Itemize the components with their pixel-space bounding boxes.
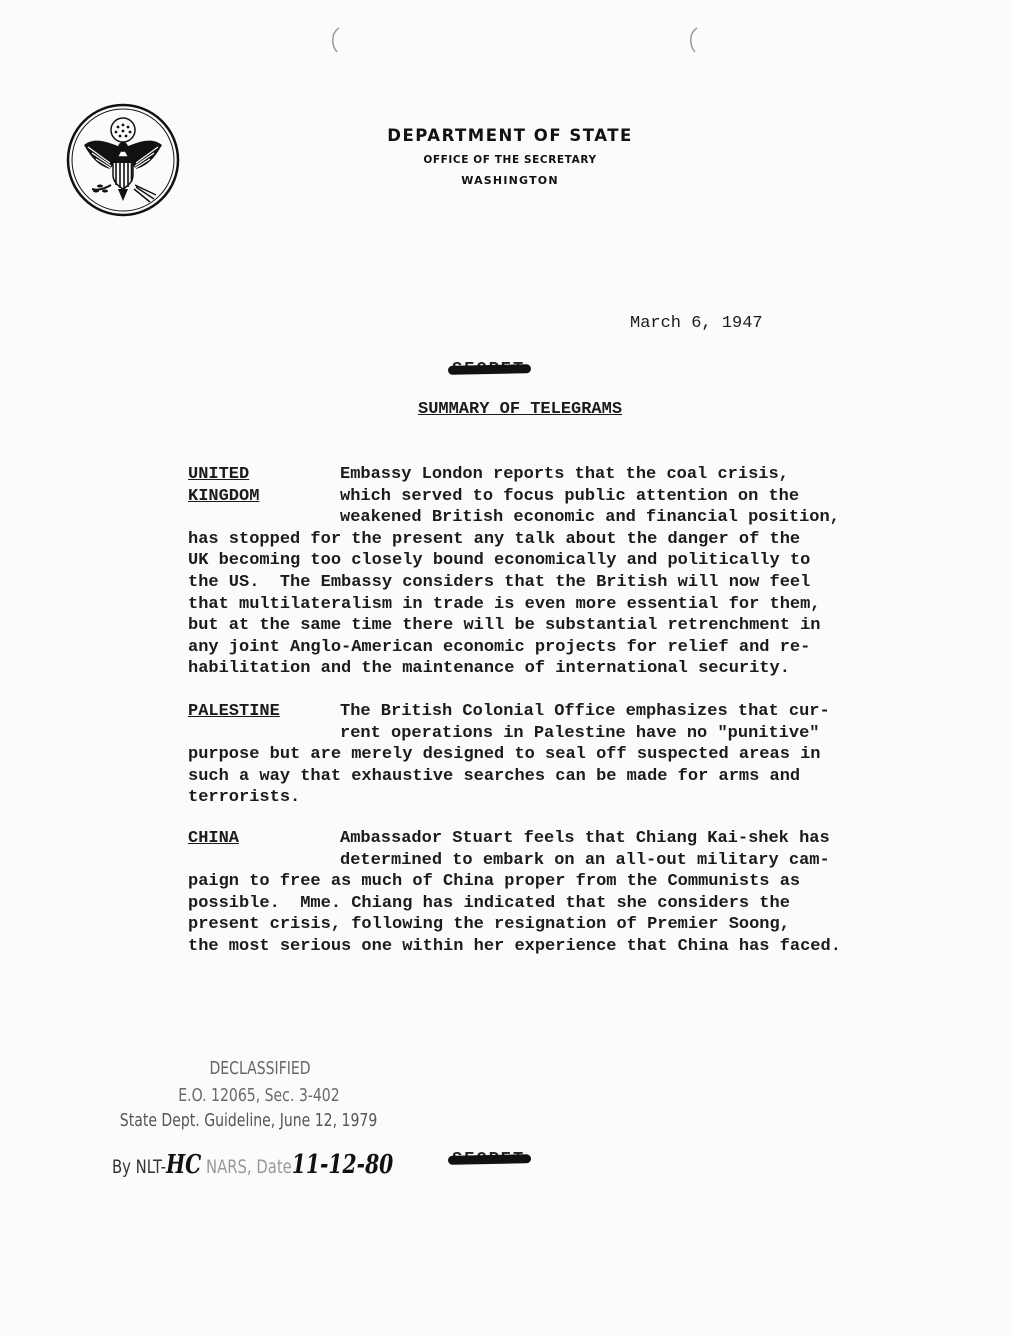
redaction-strike — [448, 364, 531, 375]
text-line: has stopped for the present any talk about the danger of the — [188, 529, 801, 549]
text-line: The British Colonial Office emphasizes that cur- — [340, 702, 830, 721]
text-line: present crisis, following the resignation of Premier Soong, — [188, 915, 790, 935]
text-line: UK becoming too closely bound economically and politically to — [188, 551, 811, 571]
text-line: possible. Mme. Chiang has indicated that she considers the — [188, 893, 790, 913]
text-line: any joint Anglo-American economic projects for relief and re- — [188, 637, 811, 657]
stamp-eo: E.O. 12065, Sec. 3-402 — [178, 1085, 340, 1106]
stamp-declassified: DECLASSIFIED — [209, 1058, 311, 1079]
section-palestine — [188, 701, 908, 809]
text-line: the most serious one within her experience that China has faced. — [188, 936, 841, 956]
text-line: determined to embark on an all-out military cam- — [340, 850, 830, 870]
letterhead-office: OFFICE OF THE SECRETARY — [423, 154, 597, 166]
letterhead-department: DEPARTMENT OF STATE — [387, 126, 633, 145]
text-line: weakened British economic and financial position, — [340, 508, 840, 528]
section-united-kingdom — [188, 464, 908, 680]
great-seal-icon — [66, 103, 180, 217]
handwritten-initials: HC — [165, 1150, 202, 1180]
text-line: the US. The Embassy considers that the British will now feel — [188, 572, 811, 592]
punch-mark-icon — [325, 25, 345, 55]
text-line: terrorists. — [188, 788, 301, 808]
heading-line: KINGDOM — [188, 486, 260, 506]
handwritten-date: 11-12-80 — [291, 1150, 394, 1180]
classification-marking-top — [452, 360, 525, 379]
stamp-authorization — [112, 1150, 393, 1180]
section-china — [188, 828, 908, 958]
text-line: which served to focus public attention on the — [340, 486, 800, 506]
text-line: Embassy London reports that the coal crisis, — [340, 465, 789, 484]
text-line: purpose but are merely designed to seal off suspected areas in — [188, 745, 821, 765]
stamp-guideline: State Dept. Guideline, June 12, 1979 — [119, 1110, 378, 1131]
classification-marking-bottom — [452, 1150, 525, 1169]
document-title: SUMMARY OF TELEGRAMS — [418, 400, 623, 419]
heading-line: UNITED — [188, 465, 250, 484]
text-line: but at the same time there will be substantial retrenchment in — [188, 616, 821, 636]
document-date: March 6, 1947 — [630, 314, 763, 333]
stamp-by: By NLT- — [112, 1156, 166, 1178]
stamp-nars: NARS, Date — [201, 1156, 292, 1178]
text-line: Ambassador Stuart feels that Chiang Kai-shek has — [340, 829, 830, 848]
section-heading — [188, 464, 259, 507]
redaction-strike — [448, 1154, 531, 1165]
text-line: paign to free as much of China proper from the Communists as — [188, 872, 801, 892]
text-line: such a way that exhaustive searches can be made for arms and — [188, 766, 801, 786]
section-heading: PALESTINE — [188, 702, 280, 721]
text-line: habilitation and the maintenance of international security. — [188, 659, 790, 679]
text-line: that multilateralism in trade is even more essential for them, — [188, 594, 821, 614]
section-heading: CHINA — [188, 829, 240, 848]
punch-mark-icon — [683, 25, 703, 55]
letterhead — [330, 126, 690, 187]
letterhead-city: WASHINGTON — [461, 174, 559, 187]
text-line: rent operations in Palestine have no "punitive" — [340, 723, 820, 743]
